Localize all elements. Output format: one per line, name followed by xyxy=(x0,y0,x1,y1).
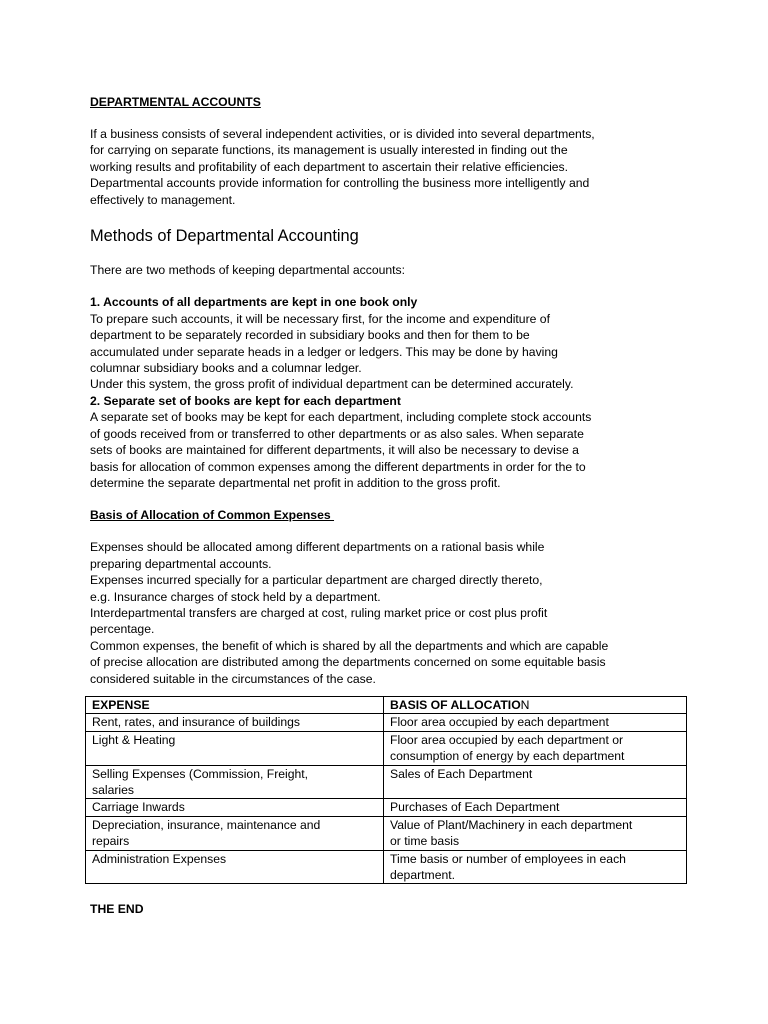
basis-line: Interdepartmental transfers are charged at cost, ruling market price or cost plus profit xyxy=(90,605,548,620)
basis-body xyxy=(90,539,686,687)
header-basis-main: BASIS OF ALLOCATIO xyxy=(390,697,521,712)
document-title: DEPARTMENTAL ACCOUNTS xyxy=(90,95,261,109)
intro-line: If a business consists of several independent activities, or is divided into several departments, xyxy=(90,127,595,141)
cell-line: Administration Expenses xyxy=(92,851,227,866)
header-expense: EXPENSE xyxy=(86,696,384,713)
intro-line: Departmental accounts provide information for controlling the business more intelligently and xyxy=(90,176,590,191)
table-row xyxy=(86,714,687,731)
method-1-line: columnar subsidiary books and a columnar ledger. xyxy=(90,361,362,376)
table-row xyxy=(86,816,687,850)
expense-cell xyxy=(86,731,384,765)
cell-line: Depreciation, insurance, maintenance and xyxy=(92,817,321,832)
cell-line: Floor area occupied by each department xyxy=(390,715,609,730)
table-row xyxy=(86,799,687,816)
cell-line: Time basis or number of employees in each xyxy=(390,851,626,866)
methods-heading: Methods of Departmental Accounting xyxy=(90,227,359,246)
allocation-table xyxy=(85,696,687,884)
basis-line: Expenses should be allocated among different departments on a rational basis while xyxy=(90,540,545,555)
intro-line: effectively to management. xyxy=(90,192,236,207)
basis-cell xyxy=(384,799,687,816)
cell-line: or time basis xyxy=(390,834,460,849)
cell-line: Selling Expenses (Commission, Freight, xyxy=(92,766,309,781)
method-2-body xyxy=(90,409,686,491)
method-2-line: determine the separate departmental net profit in addition to the gross profit. xyxy=(90,475,501,490)
method-2-heading: 2. Separate set of books are kept for each department xyxy=(90,393,401,408)
basis-line: Expenses incurred specially for a particular department are charged directly thereto, xyxy=(90,573,543,588)
method-2-line: sets of books are maintained for different departments, it will also be necessary to devise a xyxy=(90,443,579,458)
cell-line: repairs xyxy=(92,834,130,849)
cell-line: Rent, rates, and insurance of buildings xyxy=(92,715,300,730)
basis-line: Common expenses, the benefit of which is shared by all the departments and which are capable xyxy=(90,638,609,653)
basis-line: e.g. Insurance charges of stock held by a department. xyxy=(90,589,381,604)
method-2-line: of goods received from or transferred to other departments or as also sales. When separate xyxy=(90,426,584,441)
expense-cell xyxy=(86,799,384,816)
cell-line: department. xyxy=(390,868,456,883)
basis-line: percentage. xyxy=(90,622,155,637)
intro-line: working results and profitability of each department to ascertain their relative efficiencies. xyxy=(90,159,569,174)
expense-cell xyxy=(86,765,384,799)
method-1-body xyxy=(90,311,686,393)
header-basis xyxy=(384,696,687,713)
basis-cell xyxy=(384,731,687,765)
method-2-line: A separate set of books may be kept for each department, including complete stock accounts xyxy=(90,410,592,425)
expense-cell xyxy=(86,850,384,884)
table-row xyxy=(86,850,687,884)
method-1-line: accumulated under separate heads in a ledger or ledgers. This may be done by having xyxy=(90,344,558,359)
basis-cell xyxy=(384,714,687,731)
cell-line: Sales of Each Department xyxy=(390,766,533,781)
method-1-line: department to be separately recorded in subsidiary books and then for them to be xyxy=(90,328,530,343)
basis-cell xyxy=(384,765,687,799)
method-1-line: To prepare such accounts, it will be necessary first, for the income and expenditure of xyxy=(90,311,550,326)
expense-cell xyxy=(86,816,384,850)
cell-line: salaries xyxy=(92,783,134,797)
basis-cell xyxy=(384,850,687,884)
cell-line: Floor area occupied by each department or xyxy=(390,732,624,747)
table-row xyxy=(86,731,687,765)
method-1-heading: 1. Accounts of all departments are kept in one book only xyxy=(90,295,418,310)
expense-cell xyxy=(86,714,384,731)
cell-line: consumption of energy by each department xyxy=(390,749,625,764)
intro-paragraph xyxy=(90,126,686,208)
cell-line: Light & Heating xyxy=(92,732,176,747)
basis-line: of precise allocation are distributed among the departments concerned on some equitable basis xyxy=(90,655,606,670)
table-header-row xyxy=(86,696,687,713)
cell-line: Carriage Inwards xyxy=(92,800,185,815)
method-2-line: basis for allocation of common expenses among the different departments in order for the to xyxy=(90,459,586,474)
basis-line: considered suitable in the circumstances of the case. xyxy=(90,671,376,686)
basis-heading: Basis of Allocation of Common Expenses xyxy=(90,508,335,523)
method-1-line: Under this system, the gross profit of individual department can be determined accurately. xyxy=(90,377,574,392)
table-row xyxy=(86,765,687,799)
cell-line: Purchases of Each Department xyxy=(390,800,560,815)
methods-intro: There are two methods of keeping departmental accounts: xyxy=(90,263,406,278)
header-basis-tail: N xyxy=(520,697,530,712)
cell-line: Value of Plant/Machinery in each department xyxy=(390,817,633,832)
end-marker: THE END xyxy=(90,902,144,917)
basis-line: preparing departmental accounts. xyxy=(90,556,272,571)
basis-cell xyxy=(384,816,687,850)
intro-line: for carrying on separate functions, its management is usually interested in finding out the xyxy=(90,143,568,158)
